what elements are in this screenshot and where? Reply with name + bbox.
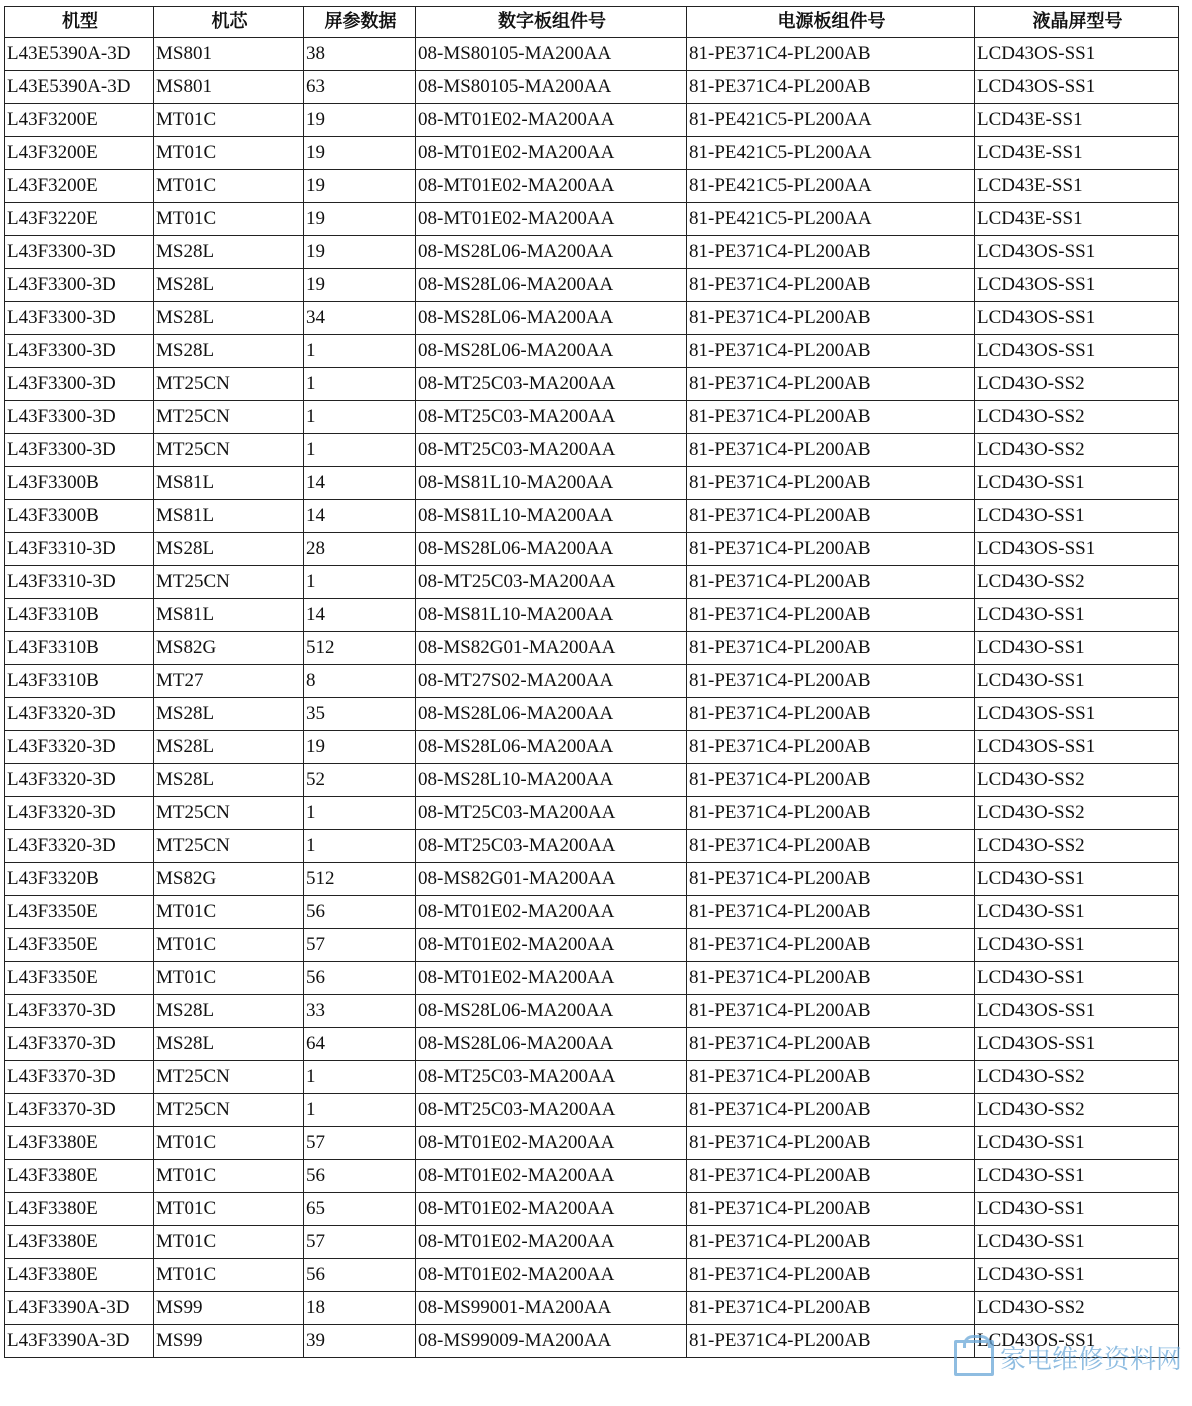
cell-digital-board: 08-MT01E02-MA200AA xyxy=(416,929,687,962)
cell-panel-param: 33 xyxy=(304,995,416,1028)
cell-chassis: MS99 xyxy=(154,1325,304,1358)
cell-digital-board: 08-MS82G01-MA200AA xyxy=(416,632,687,665)
cell-digital-board: 08-MT01E02-MA200AA xyxy=(416,1193,687,1226)
cell-panel-param: 19 xyxy=(304,731,416,764)
cell-chassis: MT25CN xyxy=(154,401,304,434)
cell-lcd-model: LCD43O-SS1 xyxy=(975,896,1179,929)
cell-lcd-model: LCD43O-SS1 xyxy=(975,1259,1179,1292)
cell-model: L43F3370-3D xyxy=(5,1028,154,1061)
cell-chassis: MT01C xyxy=(154,896,304,929)
table-row xyxy=(5,500,1179,533)
cell-lcd-model: LCD43O-SS1 xyxy=(975,1127,1179,1160)
watermark-text: 家电维修资料网 xyxy=(999,1345,1182,1375)
cell-digital-board: 08-MT01E02-MA200AA xyxy=(416,104,687,137)
spec-table xyxy=(4,6,1179,1358)
cell-digital-board: 08-MT01E02-MA200AA xyxy=(416,1259,687,1292)
cell-digital-board: 08-MT01E02-MA200AA xyxy=(416,1160,687,1193)
cell-chassis: MS82G xyxy=(154,863,304,896)
cell-model: L43F3380E xyxy=(5,1259,154,1292)
table-row xyxy=(5,302,1179,335)
cell-lcd-model: LCD43O-SS1 xyxy=(975,599,1179,632)
cell-model: L43F3300-3D xyxy=(5,269,154,302)
cell-model: L43F3320-3D xyxy=(5,764,154,797)
cell-power-board: 81-PE371C4-PL200AB xyxy=(687,1325,975,1358)
cell-digital-board: 08-MS81L10-MA200AA xyxy=(416,500,687,533)
cell-panel-param: 1 xyxy=(304,368,416,401)
cell-power-board: 81-PE371C4-PL200AB xyxy=(687,962,975,995)
cell-chassis: MS801 xyxy=(154,38,304,71)
cell-lcd-model: LCD43E-SS1 xyxy=(975,170,1179,203)
table-row xyxy=(5,896,1179,929)
cell-power-board: 81-PE371C4-PL200AB xyxy=(687,533,975,566)
cell-digital-board: 08-MT25C03-MA200AA xyxy=(416,566,687,599)
table-row xyxy=(5,698,1179,731)
header-digital-board: 数字板组件号 xyxy=(416,7,687,38)
cell-power-board: 81-PE371C4-PL200AB xyxy=(687,71,975,104)
cell-chassis: MT01C xyxy=(154,929,304,962)
cell-lcd-model: LCD43O-SS2 xyxy=(975,764,1179,797)
table-row xyxy=(5,368,1179,401)
cell-lcd-model: LCD43O-SS1 xyxy=(975,467,1179,500)
cell-chassis: MT01C xyxy=(154,1226,304,1259)
cell-power-board: 81-PE371C4-PL200AB xyxy=(687,797,975,830)
table-row xyxy=(5,104,1179,137)
cell-chassis: MS81L xyxy=(154,467,304,500)
cell-lcd-model: LCD43E-SS1 xyxy=(975,203,1179,236)
cell-chassis: MT01C xyxy=(154,170,304,203)
cell-chassis: MT01C xyxy=(154,203,304,236)
cell-power-board: 81-PE371C4-PL200AB xyxy=(687,1028,975,1061)
cell-lcd-model: LCD43OS-SS1 xyxy=(975,1325,1179,1358)
cell-digital-board: 08-MT25C03-MA200AA xyxy=(416,830,687,863)
cell-power-board: 81-PE371C4-PL200AB xyxy=(687,599,975,632)
cell-power-board: 81-PE421C5-PL200AA xyxy=(687,170,975,203)
table-row xyxy=(5,863,1179,896)
cell-panel-param: 1 xyxy=(304,566,416,599)
cell-power-board: 81-PE371C4-PL200AB xyxy=(687,302,975,335)
cell-chassis: MS99 xyxy=(154,1292,304,1325)
cell-model: L43F3320B xyxy=(5,863,154,896)
cell-panel-param: 1 xyxy=(304,434,416,467)
cell-panel-param: 512 xyxy=(304,632,416,665)
cell-digital-board: 08-MS99001-MA200AA xyxy=(416,1292,687,1325)
table-row xyxy=(5,830,1179,863)
cell-power-board: 81-PE371C4-PL200AB xyxy=(687,896,975,929)
cell-digital-board: 08-MT01E02-MA200AA xyxy=(416,170,687,203)
cell-model: L43E5390A-3D xyxy=(5,38,154,71)
cell-chassis: MT25CN xyxy=(154,797,304,830)
cell-panel-param: 39 xyxy=(304,1325,416,1358)
cell-model: L43F3200E xyxy=(5,170,154,203)
cell-model: L43F3300-3D xyxy=(5,302,154,335)
cell-digital-board: 08-MS81L10-MA200AA xyxy=(416,599,687,632)
table-row xyxy=(5,137,1179,170)
table-row xyxy=(5,1127,1179,1160)
cell-panel-param: 14 xyxy=(304,500,416,533)
cell-panel-param: 28 xyxy=(304,533,416,566)
cell-lcd-model: LCD43O-SS2 xyxy=(975,1094,1179,1127)
cell-model: L43F3220E xyxy=(5,203,154,236)
table-row xyxy=(5,995,1179,1028)
cell-lcd-model: LCD43O-SS2 xyxy=(975,797,1179,830)
cell-lcd-model: LCD43OS-SS1 xyxy=(975,731,1179,764)
cell-model: L43E5390A-3D xyxy=(5,71,154,104)
cell-model: L43F3320-3D xyxy=(5,830,154,863)
cell-power-board: 81-PE371C4-PL200AB xyxy=(687,401,975,434)
cell-power-board: 81-PE371C4-PL200AB xyxy=(687,995,975,1028)
cell-chassis: MT25CN xyxy=(154,830,304,863)
cell-chassis: MS28L xyxy=(154,533,304,566)
cell-power-board: 81-PE371C4-PL200AB xyxy=(687,38,975,71)
cell-model: L43F3350E xyxy=(5,896,154,929)
table-row xyxy=(5,1160,1179,1193)
cell-lcd-model: LCD43OS-SS1 xyxy=(975,269,1179,302)
cell-chassis: MT01C xyxy=(154,962,304,995)
cell-digital-board: 08-MS80105-MA200AA xyxy=(416,71,687,104)
cell-model: L43F3310-3D xyxy=(5,533,154,566)
cell-power-board: 81-PE371C4-PL200AB xyxy=(687,1160,975,1193)
cell-digital-board: 08-MS28L06-MA200AA xyxy=(416,269,687,302)
cell-model: L43F3320-3D xyxy=(5,797,154,830)
cell-lcd-model: LCD43O-SS1 xyxy=(975,1193,1179,1226)
cell-panel-param: 19 xyxy=(304,104,416,137)
cell-model: L43F3370-3D xyxy=(5,995,154,1028)
cell-panel-param: 52 xyxy=(304,764,416,797)
cell-power-board: 81-PE371C4-PL200AB xyxy=(687,764,975,797)
cell-chassis: MS81L xyxy=(154,599,304,632)
cell-chassis: MT01C xyxy=(154,1193,304,1226)
cell-lcd-model: LCD43O-SS2 xyxy=(975,368,1179,401)
cell-model: L43F3350E xyxy=(5,929,154,962)
table-row xyxy=(5,566,1179,599)
cell-digital-board: 08-MS28L06-MA200AA xyxy=(416,995,687,1028)
cell-digital-board: 08-MS99009-MA200AA xyxy=(416,1325,687,1358)
cell-digital-board: 08-MT27S02-MA200AA xyxy=(416,665,687,698)
cell-power-board: 81-PE371C4-PL200AB xyxy=(687,368,975,401)
cell-chassis: MT25CN xyxy=(154,368,304,401)
cell-chassis: MS28L xyxy=(154,236,304,269)
cell-panel-param: 512 xyxy=(304,863,416,896)
cell-chassis: MS28L xyxy=(154,995,304,1028)
cell-chassis: MT01C xyxy=(154,1160,304,1193)
cell-lcd-model: LCD43O-SS2 xyxy=(975,1061,1179,1094)
cell-power-board: 81-PE371C4-PL200AB xyxy=(687,1193,975,1226)
table-row xyxy=(5,335,1179,368)
cell-lcd-model: LCD43E-SS1 xyxy=(975,137,1179,170)
cell-digital-board: 08-MT01E02-MA200AA xyxy=(416,1226,687,1259)
cell-lcd-model: LCD43E-SS1 xyxy=(975,104,1179,137)
cell-power-board: 81-PE371C4-PL200AB xyxy=(687,1226,975,1259)
table-row xyxy=(5,401,1179,434)
cell-power-board: 81-PE371C4-PL200AB xyxy=(687,500,975,533)
table-row xyxy=(5,764,1179,797)
cell-panel-param: 1 xyxy=(304,1061,416,1094)
cell-power-board: 81-PE371C4-PL200AB xyxy=(687,698,975,731)
cell-digital-board: 08-MT01E02-MA200AA xyxy=(416,137,687,170)
table-row xyxy=(5,1226,1179,1259)
cell-power-board: 81-PE421C5-PL200AA xyxy=(687,203,975,236)
table-row xyxy=(5,1028,1179,1061)
cell-model: L43F3310-3D xyxy=(5,566,154,599)
table-row xyxy=(5,1061,1179,1094)
cell-panel-param: 19 xyxy=(304,170,416,203)
cell-digital-board: 08-MT01E02-MA200AA xyxy=(416,896,687,929)
cell-model: L43F3310B xyxy=(5,599,154,632)
cell-chassis: MT01C xyxy=(154,1259,304,1292)
cell-panel-param: 38 xyxy=(304,38,416,71)
cell-panel-param: 57 xyxy=(304,1226,416,1259)
cell-chassis: MS81L xyxy=(154,500,304,533)
cell-digital-board: 08-MS28L06-MA200AA xyxy=(416,302,687,335)
cell-model: L43F3300-3D xyxy=(5,236,154,269)
cell-chassis: MS28L xyxy=(154,335,304,368)
cell-lcd-model: LCD43OS-SS1 xyxy=(975,698,1179,731)
cell-chassis: MS28L xyxy=(154,731,304,764)
table-row xyxy=(5,1325,1179,1358)
table-row xyxy=(5,632,1179,665)
cell-panel-param: 19 xyxy=(304,203,416,236)
cell-digital-board: 08-MT25C03-MA200AA xyxy=(416,434,687,467)
cell-panel-param: 64 xyxy=(304,1028,416,1061)
cell-lcd-model: LCD43O-SS2 xyxy=(975,1292,1179,1325)
table-row xyxy=(5,929,1179,962)
cell-model: L43F3300-3D xyxy=(5,434,154,467)
cell-power-board: 81-PE371C4-PL200AB xyxy=(687,566,975,599)
cell-digital-board: 08-MT01E02-MA200AA xyxy=(416,203,687,236)
cell-digital-board: 08-MT01E02-MA200AA xyxy=(416,1127,687,1160)
cell-digital-board: 08-MT25C03-MA200AA xyxy=(416,797,687,830)
cell-lcd-model: LCD43OS-SS1 xyxy=(975,71,1179,104)
cell-panel-param: 8 xyxy=(304,665,416,698)
cell-digital-board: 08-MT25C03-MA200AA xyxy=(416,368,687,401)
cell-power-board: 81-PE371C4-PL200AB xyxy=(687,863,975,896)
cell-panel-param: 56 xyxy=(304,896,416,929)
cell-panel-param: 14 xyxy=(304,599,416,632)
cell-panel-param: 1 xyxy=(304,797,416,830)
cell-panel-param: 57 xyxy=(304,1127,416,1160)
cell-power-board: 81-PE371C4-PL200AB xyxy=(687,1061,975,1094)
table-row xyxy=(5,269,1179,302)
cell-model: L43F3300B xyxy=(5,500,154,533)
cell-model: L43F3390A-3D xyxy=(5,1292,154,1325)
cell-model: L43F3380E xyxy=(5,1226,154,1259)
cell-lcd-model: LCD43O-SS1 xyxy=(975,632,1179,665)
cell-lcd-model: LCD43OS-SS1 xyxy=(975,38,1179,71)
cell-digital-board: 08-MS28L06-MA200AA xyxy=(416,1028,687,1061)
cell-panel-param: 35 xyxy=(304,698,416,731)
cell-model: L43F3300B xyxy=(5,467,154,500)
table-row xyxy=(5,797,1179,830)
cell-model: L43F3390A-3D xyxy=(5,1325,154,1358)
header-panel-param: 屏参数据 xyxy=(304,7,416,38)
cell-chassis: MT01C xyxy=(154,1127,304,1160)
cell-panel-param: 57 xyxy=(304,929,416,962)
cell-panel-param: 56 xyxy=(304,962,416,995)
cell-lcd-model: LCD43OS-SS1 xyxy=(975,533,1179,566)
cell-power-board: 81-PE371C4-PL200AB xyxy=(687,1127,975,1160)
cell-lcd-model: LCD43O-SS1 xyxy=(975,863,1179,896)
cell-panel-param: 14 xyxy=(304,467,416,500)
cell-panel-param: 19 xyxy=(304,269,416,302)
cell-lcd-model: LCD43O-SS2 xyxy=(975,566,1179,599)
cell-model: L43F3310B xyxy=(5,632,154,665)
cell-lcd-model: LCD43O-SS1 xyxy=(975,1160,1179,1193)
table-row xyxy=(5,203,1179,236)
cell-panel-param: 1 xyxy=(304,830,416,863)
cell-power-board: 81-PE371C4-PL200AB xyxy=(687,665,975,698)
table-row xyxy=(5,467,1179,500)
cell-power-board: 81-PE371C4-PL200AB xyxy=(687,1292,975,1325)
cell-model: L43F3300-3D xyxy=(5,335,154,368)
header-chassis: 机芯 xyxy=(154,7,304,38)
cell-chassis: MT01C xyxy=(154,104,304,137)
cell-power-board: 81-PE371C4-PL200AB xyxy=(687,830,975,863)
cell-panel-param: 63 xyxy=(304,71,416,104)
cell-power-board: 81-PE371C4-PL200AB xyxy=(687,1259,975,1292)
cell-chassis: MS28L xyxy=(154,764,304,797)
cell-model: L43F3380E xyxy=(5,1193,154,1226)
table-body xyxy=(5,38,1179,1358)
cell-power-board: 81-PE371C4-PL200AB xyxy=(687,632,975,665)
cell-lcd-model: LCD43OS-SS1 xyxy=(975,335,1179,368)
table-row xyxy=(5,665,1179,698)
cell-panel-param: 34 xyxy=(304,302,416,335)
cell-model: L43F3320-3D xyxy=(5,698,154,731)
cell-power-board: 81-PE371C4-PL200AB xyxy=(687,1094,975,1127)
cell-power-board: 81-PE371C4-PL200AB xyxy=(687,434,975,467)
cell-lcd-model: LCD43O-SS1 xyxy=(975,665,1179,698)
header-row xyxy=(5,7,1179,38)
table-row xyxy=(5,434,1179,467)
cell-power-board: 81-PE421C5-PL200AA xyxy=(687,137,975,170)
cell-chassis: MT25CN xyxy=(154,566,304,599)
table-row xyxy=(5,38,1179,71)
cell-chassis: MT25CN xyxy=(154,434,304,467)
table-row xyxy=(5,599,1179,632)
table-row xyxy=(5,1259,1179,1292)
cell-model: L43F3380E xyxy=(5,1127,154,1160)
cell-chassis: MT25CN xyxy=(154,1061,304,1094)
cell-model: L43F3300-3D xyxy=(5,368,154,401)
cell-power-board: 81-PE371C4-PL200AB xyxy=(687,335,975,368)
cell-model: L43F3370-3D xyxy=(5,1094,154,1127)
cell-digital-board: 08-MT25C03-MA200AA xyxy=(416,1094,687,1127)
cell-power-board: 81-PE371C4-PL200AB xyxy=(687,269,975,302)
cell-power-board: 81-PE371C4-PL200AB xyxy=(687,236,975,269)
cell-chassis: MT27 xyxy=(154,665,304,698)
cell-lcd-model: LCD43O-SS2 xyxy=(975,401,1179,434)
cell-model: L43F3350E xyxy=(5,962,154,995)
cell-power-board: 81-PE371C4-PL200AB xyxy=(687,731,975,764)
table-row xyxy=(5,962,1179,995)
cell-lcd-model: LCD43O-SS1 xyxy=(975,929,1179,962)
cell-model: L43F3310B xyxy=(5,665,154,698)
cell-digital-board: 08-MS82G01-MA200AA xyxy=(416,863,687,896)
cell-digital-board: 08-MS81L10-MA200AA xyxy=(416,467,687,500)
cell-panel-param: 19 xyxy=(304,236,416,269)
cell-panel-param: 56 xyxy=(304,1160,416,1193)
cell-chassis: MS28L xyxy=(154,302,304,335)
cell-panel-param: 18 xyxy=(304,1292,416,1325)
cell-chassis: MS28L xyxy=(154,1028,304,1061)
header-lcd-model: 液晶屏型号 xyxy=(975,7,1179,38)
cell-digital-board: 08-MS28L06-MA200AA xyxy=(416,236,687,269)
cell-digital-board: 08-MS28L06-MA200AA xyxy=(416,731,687,764)
cell-digital-board: 08-MT25C03-MA200AA xyxy=(416,401,687,434)
cell-chassis: MS801 xyxy=(154,71,304,104)
cell-digital-board: 08-MT01E02-MA200AA xyxy=(416,962,687,995)
cell-model: L43F3320-3D xyxy=(5,731,154,764)
cell-lcd-model: LCD43O-SS2 xyxy=(975,434,1179,467)
cell-model: L43F3300-3D xyxy=(5,401,154,434)
cell-lcd-model: LCD43OS-SS1 xyxy=(975,236,1179,269)
cell-lcd-model: LCD43O-SS1 xyxy=(975,1226,1179,1259)
cell-digital-board: 08-MS28L06-MA200AA xyxy=(416,698,687,731)
cell-panel-param: 1 xyxy=(304,335,416,368)
table-row xyxy=(5,170,1179,203)
table-row xyxy=(5,1292,1179,1325)
cell-panel-param: 1 xyxy=(304,401,416,434)
cell-power-board: 81-PE371C4-PL200AB xyxy=(687,467,975,500)
cell-lcd-model: LCD43OS-SS1 xyxy=(975,995,1179,1028)
cell-panel-param: 56 xyxy=(304,1259,416,1292)
cell-digital-board: 08-MS28L06-MA200AA xyxy=(416,533,687,566)
cell-chassis: MT01C xyxy=(154,137,304,170)
header-power-board: 电源板组件号 xyxy=(687,7,975,38)
header-model: 机型 xyxy=(5,7,154,38)
table-row xyxy=(5,1094,1179,1127)
cell-model: L43F3200E xyxy=(5,137,154,170)
cell-chassis: MS82G xyxy=(154,632,304,665)
cell-power-board: 81-PE371C4-PL200AB xyxy=(687,929,975,962)
cell-panel-param: 1 xyxy=(304,1094,416,1127)
table-row xyxy=(5,731,1179,764)
table-row xyxy=(5,71,1179,104)
cell-chassis: MS28L xyxy=(154,269,304,302)
cell-chassis: MT25CN xyxy=(154,1094,304,1127)
table-row xyxy=(5,1193,1179,1226)
cell-lcd-model: LCD43O-SS1 xyxy=(975,962,1179,995)
cell-digital-board: 08-MS80105-MA200AA xyxy=(416,38,687,71)
cell-chassis: MS28L xyxy=(154,698,304,731)
table-row xyxy=(5,236,1179,269)
cell-model: L43F3200E xyxy=(5,104,154,137)
cell-lcd-model: LCD43O-SS1 xyxy=(975,500,1179,533)
cell-model: L43F3370-3D xyxy=(5,1061,154,1094)
cell-model: L43F3380E xyxy=(5,1160,154,1193)
cell-power-board: 81-PE421C5-PL200AA xyxy=(687,104,975,137)
cell-panel-param: 65 xyxy=(304,1193,416,1226)
table-row xyxy=(5,533,1179,566)
cell-lcd-model: LCD43OS-SS1 xyxy=(975,302,1179,335)
cell-digital-board: 08-MS28L06-MA200AA xyxy=(416,335,687,368)
cell-lcd-model: LCD43O-SS2 xyxy=(975,830,1179,863)
cell-lcd-model: LCD43OS-SS1 xyxy=(975,1028,1179,1061)
cell-digital-board: 08-MT25C03-MA200AA xyxy=(416,1061,687,1094)
cell-panel-param: 19 xyxy=(304,137,416,170)
cell-digital-board: 08-MS28L10-MA200AA xyxy=(416,764,687,797)
